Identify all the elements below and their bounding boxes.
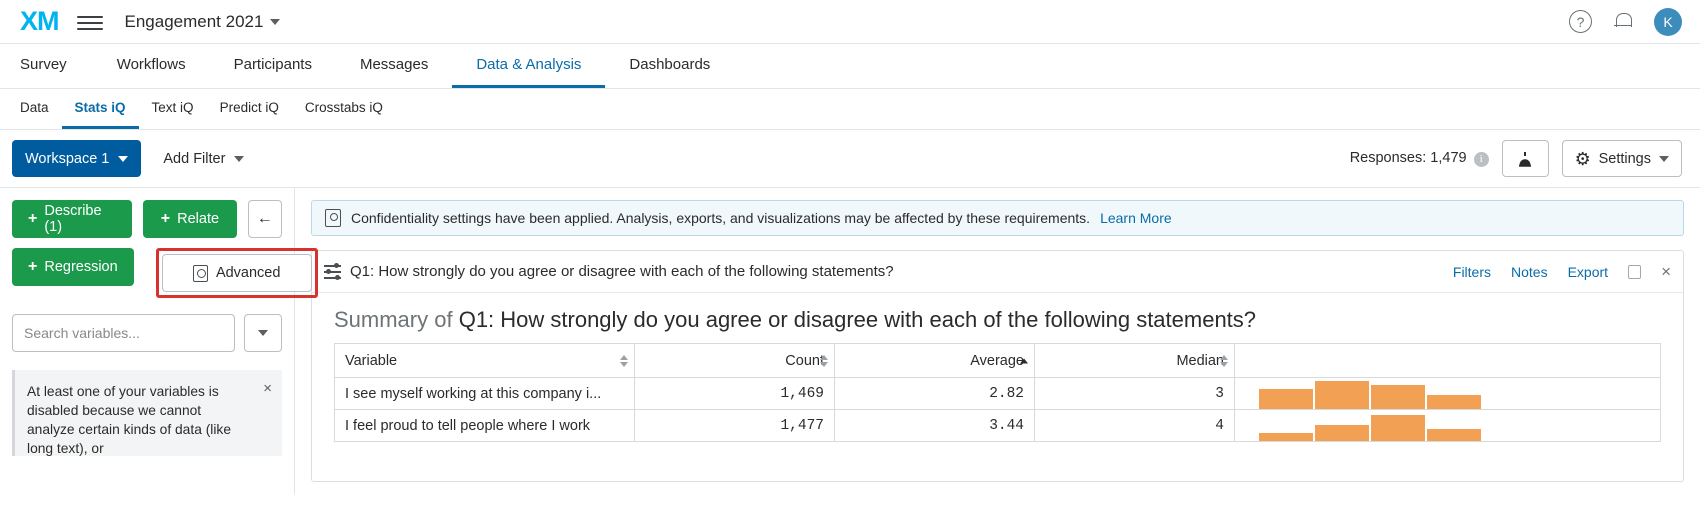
analysis-button-row-1: [12, 200, 282, 238]
sort-icon: [1220, 355, 1228, 367]
describe-button[interactable]: [12, 200, 132, 238]
summary-prefix: Summary of: [334, 307, 459, 332]
nav-item-messages[interactable]: Messages: [359, 56, 429, 73]
cell-distribution: [1235, 410, 1661, 442]
cell-variable: I feel proud to tell people where I work: [335, 410, 635, 442]
chevron-down-icon: [118, 156, 128, 162]
describe-label: Describe (1): [44, 203, 102, 235]
column-label: Average: [970, 352, 1024, 369]
plus-icon: +: [28, 258, 38, 275]
duplicate-icon[interactable]: [1628, 265, 1641, 279]
project-name[interactable]: Engagement 2021: [124, 11, 264, 31]
regression-label: Regression: [44, 259, 118, 275]
learn-more-link[interactable]: Learn More: [1100, 210, 1172, 226]
main-nav: [0, 44, 1700, 89]
top-bar: [0, 0, 1700, 44]
analysis-card: [311, 250, 1684, 482]
column-label: Variable: [345, 352, 398, 369]
settings-button[interactable]: [1562, 140, 1682, 177]
nav-item-participants[interactable]: Participants: [233, 56, 312, 73]
info-icon[interactable]: i: [1474, 152, 1489, 167]
advanced-label: Advanced: [215, 265, 281, 281]
back-arrow-button[interactable]: ←: [248, 200, 282, 238]
avatar[interactable]: K: [1654, 8, 1682, 36]
sort-icon: [620, 355, 628, 367]
subnav-item-stats-iq[interactable]: Stats iQ: [62, 89, 139, 129]
regression-button[interactable]: [12, 248, 134, 286]
column-header-median[interactable]: [1035, 344, 1235, 378]
chevron-down-icon: [1659, 156, 1669, 162]
close-icon[interactable]: ×: [263, 380, 272, 397]
column-label: Median: [1176, 352, 1224, 369]
menu-icon[interactable]: [77, 12, 103, 32]
plus-icon: +: [28, 210, 38, 227]
subnav-item-predict-iq[interactable]: Predict iQ: [219, 100, 279, 115]
settings-label: Settings: [1598, 150, 1651, 167]
gear-icon: [1575, 151, 1591, 167]
workspace-toolbar: [0, 130, 1700, 188]
cell-average: 3.44: [835, 410, 1035, 442]
search-options-button[interactable]: [244, 314, 282, 352]
column-label: Count: [785, 352, 824, 369]
page-body: [0, 188, 1700, 494]
cell-average: 2.82: [835, 378, 1035, 410]
analysis-card-title: Q1: How strongly do you agree or disagree with each of the following statements?: [350, 263, 894, 280]
nav-item-dashboards[interactable]: Dashboards: [629, 56, 711, 73]
toolbar-right: [1350, 140, 1682, 177]
nav-item-workflows[interactable]: Workflows: [116, 56, 186, 73]
cell-distribution: [1235, 378, 1661, 410]
filters-link[interactable]: Filters: [1452, 263, 1492, 280]
chevron-down-icon: [258, 330, 268, 336]
cell-count: 1,477: [635, 410, 835, 442]
xm-logo: XM: [20, 6, 59, 36]
sort-icon-active: [1020, 358, 1028, 363]
chevron-down-icon[interactable]: [270, 19, 280, 25]
column-header-distribution: [1235, 344, 1661, 378]
chevron-down-icon: [234, 156, 244, 162]
cell-variable: I see myself working at this company i...: [335, 378, 635, 410]
subnav-item-text-iq[interactable]: Text iQ: [151, 100, 194, 115]
confidentiality-icon: [325, 209, 341, 227]
nav-item-data-and-analysis[interactable]: Data & Analysis: [452, 44, 605, 88]
histogram: [1235, 410, 1481, 441]
close-icon[interactable]: ×: [1661, 261, 1671, 281]
workspace-label: Workspace 1: [25, 150, 110, 167]
table-header-row: [335, 344, 1661, 378]
notifications-bell-icon[interactable]: [1612, 11, 1634, 33]
relate-button[interactable]: [143, 200, 236, 238]
column-header-count[interactable]: [635, 344, 835, 378]
banner-text: Confidentiality settings have been applied. Analysis, exports, and visualizations may be affected by these requirements.: [351, 210, 1091, 226]
workspace-selector[interactable]: [12, 140, 141, 177]
relate-label: Relate: [177, 211, 220, 227]
add-filter-label: Add Filter: [163, 150, 226, 167]
bell-jar-button[interactable]: [1502, 140, 1549, 177]
top-bar-right: [1569, 8, 1682, 36]
analysis-button-row-2: [12, 248, 282, 298]
variable-icon: [324, 263, 341, 280]
table-row[interactable]: [335, 378, 1661, 410]
confidentiality-icon: [193, 265, 208, 282]
summary-heading: [312, 293, 1683, 343]
subnav-item-crosstabs-iq[interactable]: Crosstabs iQ: [304, 100, 383, 115]
help-icon[interactable]: ?: [1569, 10, 1592, 33]
main-panel: [295, 188, 1700, 494]
summary-table: [334, 343, 1661, 442]
plus-icon: +: [160, 210, 171, 227]
sort-icon: [820, 355, 828, 367]
summary-subject: Q1: How strongly do you agree or disagree with each of the following statements?: [458, 307, 1257, 332]
notice-text: At least one of your variables is disabled because we cannot analyze certain kinds of data (like long text), or: [27, 384, 231, 456]
advanced-button[interactable]: [162, 254, 312, 292]
search-row: [12, 314, 282, 352]
subnav-item-data[interactable]: Data: [20, 100, 49, 115]
sidebar: [0, 188, 295, 494]
analysis-card-actions: [1452, 261, 1671, 281]
column-header-variable[interactable]: [335, 344, 635, 378]
analysis-card-header: [312, 251, 1683, 293]
responses-count: [1350, 150, 1489, 167]
cell-median: 4: [1035, 410, 1235, 442]
export-link[interactable]: Export: [1567, 263, 1609, 280]
add-filter-button[interactable]: [163, 151, 244, 167]
confidentiality-banner: [311, 200, 1684, 236]
column-header-average[interactable]: [835, 344, 1035, 378]
sub-nav: [0, 89, 1700, 130]
responses-label: Responses: 1,479: [1349, 150, 1467, 167]
nav-item-survey[interactable]: Survey: [20, 56, 67, 73]
variables-disabled-notice: [12, 370, 282, 456]
cell-count: 1,469: [635, 378, 835, 410]
notes-link[interactable]: Notes: [1511, 263, 1548, 280]
advanced-highlight: [156, 248, 318, 298]
histogram: [1235, 378, 1481, 409]
search-variables-input[interactable]: [12, 314, 235, 352]
cell-median: 3: [1035, 378, 1235, 410]
table-row[interactable]: [335, 410, 1661, 442]
